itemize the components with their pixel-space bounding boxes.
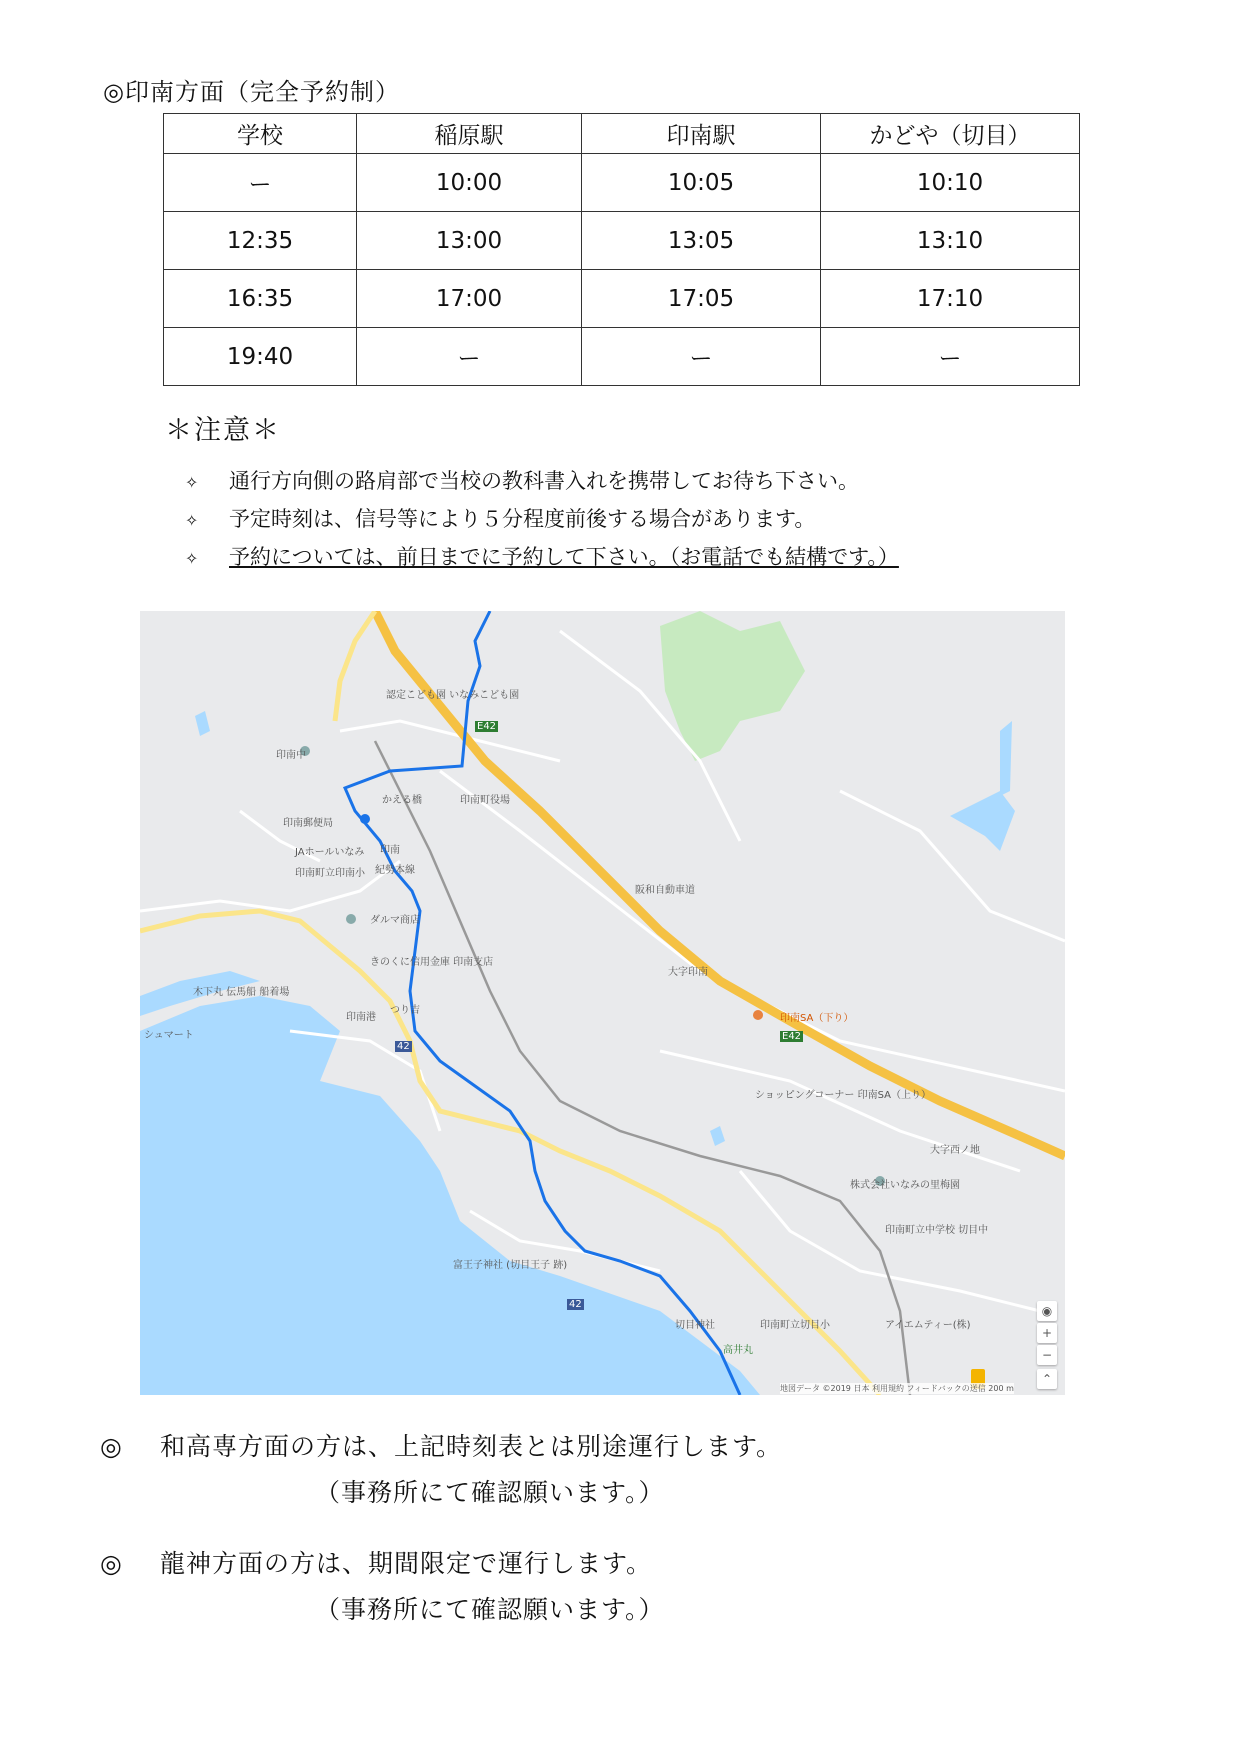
table-row [164,270,1080,328]
route-shield: E42 [782,1031,802,1042]
table-cell: ー [357,328,582,386]
map-label: 木下丸 伝馬船 船着場 [193,987,290,998]
map-label: 印南SA（下り） [780,1013,854,1024]
table-cell: 10:00 [357,154,582,212]
header-school: 学校 [164,114,357,154]
map-label: ショッピングコーナー 印南SA（上り） [755,1090,931,1101]
map-label: 印南町立中学校 切目中 [885,1225,989,1236]
poi-marker [753,1010,763,1020]
pond [710,1126,725,1146]
route-shield: E42 [477,721,497,732]
list-item [185,462,899,500]
map-label: 切目神社 [675,1320,715,1331]
expand-icon[interactable]: ⌃ [1037,1369,1057,1389]
map-label: 大字西ノ地 [930,1145,980,1156]
notice-title: ＊注意＊ [165,415,281,446]
sparkle-bullet-icon: ✧ [185,549,199,568]
map-label: 印南町立印南小 [295,868,365,879]
notice-text: 通行方向側の路肩部で当校の教科書入れを携帯してお待ち下さい。 [229,469,859,493]
table-row [164,328,1080,386]
map-label: アイエムティー(株) [885,1320,971,1331]
map-label: シュマート [144,1030,194,1041]
list-item [185,500,899,538]
table-cell: ー [582,328,821,386]
table-cell: 16:35 [164,270,357,328]
paragraph-text: 和高専方面の方は、上記時刻表とは別途運行します。 [160,1432,783,1461]
paragraph-line [100,1427,782,1463]
zoom-in-icon[interactable]: + [1037,1323,1057,1343]
paragraph-note: （事務所にて確認願います。） [315,1595,665,1624]
table-cell: 17:00 [357,270,582,328]
header-inahara: 稲原駅 [357,114,582,154]
map-label: 印南町立切目小 [760,1320,830,1331]
table-cell: 13:05 [582,212,821,270]
map-label: 印南町役場 [460,795,510,806]
table-row [164,154,1080,212]
map-label: 阪和自動車道 [635,885,695,896]
paragraph-text: 龍神方面の方は、期間限定で運行します。 [160,1549,653,1578]
paragraph-line [100,1544,652,1580]
pond [1000,721,1012,796]
map-label: 印南港 [346,1012,376,1023]
table-cell: 13:00 [357,212,582,270]
table-cell: 13:10 [821,212,1080,270]
notice-text: 予約については、前日までに予約して下さい。（お電話でも結構です。） [229,545,899,569]
map-label: 認定こども園 いなみこども園 [386,690,520,701]
table-row [164,212,1080,270]
double-circle-icon: ◎ [100,1432,123,1461]
route-map[interactable] [140,611,1065,1395]
section-title: ◎印南方面（完全予約制） [103,78,400,106]
route-shield: 42 [397,1041,410,1052]
map-label: 印南 [380,845,400,856]
sparkle-bullet-icon: ✧ [185,473,199,492]
double-circle-icon: ◎ [100,1549,123,1578]
notice-list [185,462,899,576]
zoom-out-icon[interactable]: − [1037,1345,1057,1365]
map-label: 富王子神社 (切目王子 跡) [453,1260,568,1271]
paragraph-note: （事務所にて確認願います。） [315,1478,665,1507]
map-label: つり吉 [390,1005,420,1016]
map-label: 紀勢本線 [375,865,415,876]
table-cell: 10:10 [821,154,1080,212]
map-label: 印南郵便局 [283,818,333,829]
notice-text: 予定時刻は、信号等により５分程度前後する場合があります。 [229,507,816,531]
map-canvas [140,611,1065,1395]
list-item [185,538,899,576]
poi-marker [346,914,356,924]
pond [195,711,210,736]
map-footer: 地図データ ©2019 日本 利用規約 フィードバックの送信 200 m [780,1384,1014,1393]
table-cell: 17:05 [582,270,821,328]
table-cell: 10:05 [582,154,821,212]
table-cell: 19:40 [164,328,357,386]
table-cell: 17:10 [821,270,1080,328]
map-label: かえる橋 [382,795,422,806]
station-marker [360,814,370,824]
map-label: 高井丸 [723,1345,753,1356]
header-kadoya: かどや（切目） [821,114,1080,154]
map-label: 株式会社いなみの里梅園 [850,1180,960,1191]
map-label: きのくに信用金庫 印南支店 [370,957,494,968]
map-label: 大字印南 [668,967,708,978]
locate-icon[interactable]: ◉ [1037,1301,1057,1321]
sea-area [140,996,760,1395]
timetable-header-row [164,114,1080,154]
map-label: JAホールいなみ [295,847,365,858]
table-cell: 12:35 [164,212,357,270]
map-label: 印南中 [276,750,306,761]
map-label: ダルマ商店 [370,915,420,926]
table-cell: ー [821,328,1080,386]
table-cell: ー [164,154,357,212]
sparkle-bullet-icon: ✧ [185,511,199,530]
pond [950,791,1015,851]
route-shield: 42 [569,1299,582,1310]
national-route [335,611,375,721]
header-inami-station: 印南駅 [582,114,821,154]
timetable [163,113,1080,386]
